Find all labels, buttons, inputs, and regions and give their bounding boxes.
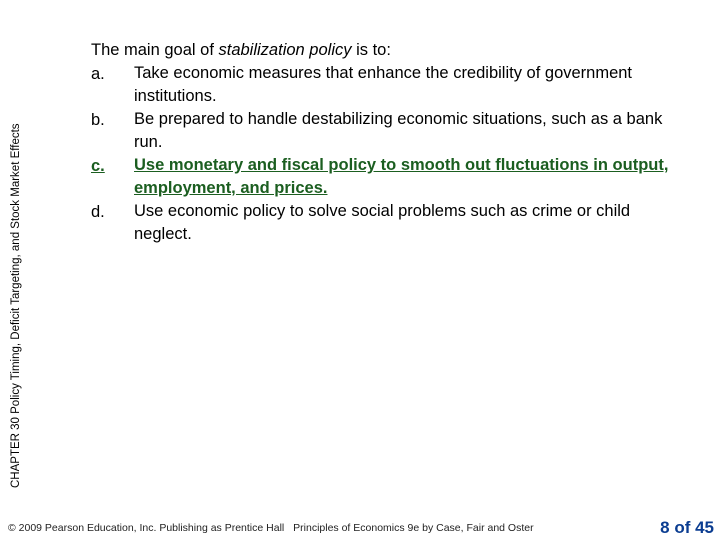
choice-b — [91, 108, 691, 154]
chapter-side-label — [8, 48, 24, 488]
stem-prefix: The main goal of — [91, 41, 219, 59]
choice-text: Use monetary and fiscal policy to smooth out fluctuations in output, employment, and prices. — [134, 156, 669, 197]
chapter-title: Policy Timing, Deficit Targeting, and Stock Market Effects — [10, 123, 22, 414]
question-block — [91, 38, 691, 246]
choice-letter: d. — [91, 203, 105, 221]
stem-suffix: is to: — [351, 41, 391, 59]
choice-text: Take economic measures that enhance the credibility of government institutions. — [134, 64, 633, 105]
choice-text: Be prepared to handle destabilizing economic situations, such as a bank run. — [134, 110, 663, 151]
choice-c-correct — [91, 154, 691, 200]
choice-letter: b. — [91, 111, 105, 129]
copyright-text: © 2009 Pearson Education, Inc. Publishing as Prentice Hall — [8, 522, 285, 534]
page-number: 8 of 45 — [660, 518, 714, 537]
question-stem — [91, 38, 691, 62]
choice-letter: c. — [91, 157, 105, 175]
choice-d — [91, 200, 691, 246]
choice-letter: a. — [91, 65, 105, 83]
chapter-number: CHAPTER 30 — [10, 417, 22, 488]
book-title: Principles of Economics 9e by Case, Fair and Oster — [293, 522, 534, 534]
choice-a — [91, 62, 691, 108]
choice-text: Use economic policy to solve social problems such as crime or child neglect. — [134, 202, 631, 243]
stem-term: stabilization policy — [218, 41, 352, 59]
footer — [8, 522, 540, 534]
